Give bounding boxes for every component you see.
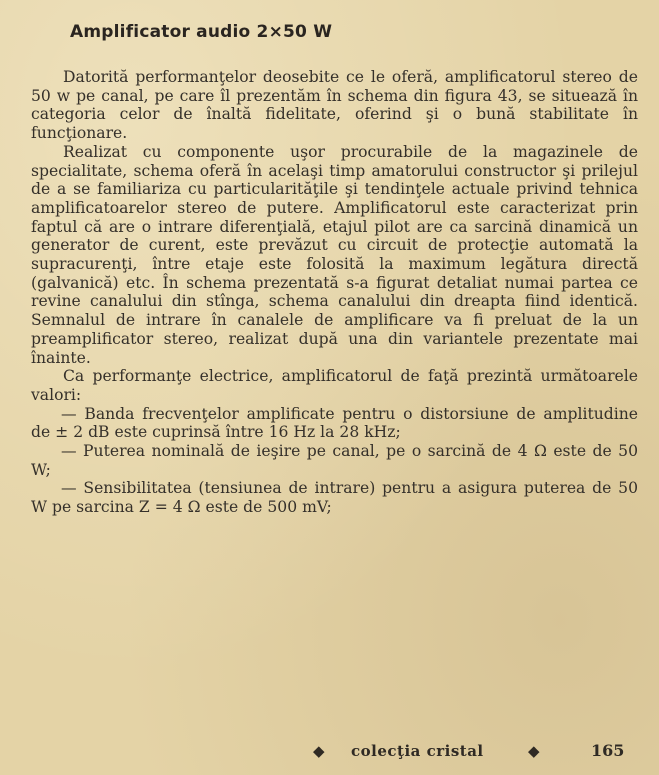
spec-item-power: — Puterea nominală de ieşire pe canal, pe o sarcină de 4 Ω este de 50 W;	[31, 442, 638, 479]
paragraph-performance-intro: Ca performanţe electrice, amplificatorul de faţă prezintă următoarele valori:	[31, 367, 638, 404]
spec-item-sensitivity: — Sensibilitatea (tensiunea de intrare) pentru a asigura puterea de 50 W pe sarcina Z = 4 Ω este de 500 mV;	[31, 479, 638, 517]
paragraph-description: Realizat cu componente uşor procurabile de la magazinele de specialitate, schema oferă în acelaşi timp amatorului constructor şi prilejul de a se familiariza cu particularităţile şi tendinţele actuale privind tehnica amplificatoarelor stereo de putere. Amplificatorul este caracterizat prin faptul că are o intrare diferenţială, etajul pilot are ca sarcină dinamică un generator de curent, este prevăzut cu circuit de protecţie automată la supracurenţi, între etaje este folosită la maximum legătura directă (galvanică) etc. În schema prezentată s-a figurat detaliat numai partea ce revine canalului din stînga, schema canalului din dreapta fiind identică. Semnalul de intrare în canalele de amplificare va fi preluat de la un preamplificator stereo, realizat după una din variantele prezentate mai înainte.	[31, 142, 638, 367]
paragraph-intro: Datorită performanţelor deosebite ce le oferă, amplificatorul stereo de 50 w pe canal, pe care îl prezentăm în schema din figura 43, se situează în categoria celor de înaltă fidelitate, oferind şi o bună stabilitate în funcţionare.	[31, 68, 638, 143]
page-footer	[313, 740, 628, 764]
series-title: colecţia cristal	[351, 742, 484, 760]
page-number: 165	[591, 741, 625, 760]
body-text	[31, 68, 638, 517]
section-heading: Amplificator audio 2×50 W	[70, 22, 333, 42]
spec-item-bandwidth: — Banda frecvenţelor amplificate pentru o distorsiune de amplitudine de ± 2 dB este cuprinsă între 16 Hz la 28 kHz;	[31, 404, 638, 442]
diamond-ornament-icon: ◆	[313, 742, 325, 760]
diamond-ornament-icon: ◆	[528, 742, 540, 760]
